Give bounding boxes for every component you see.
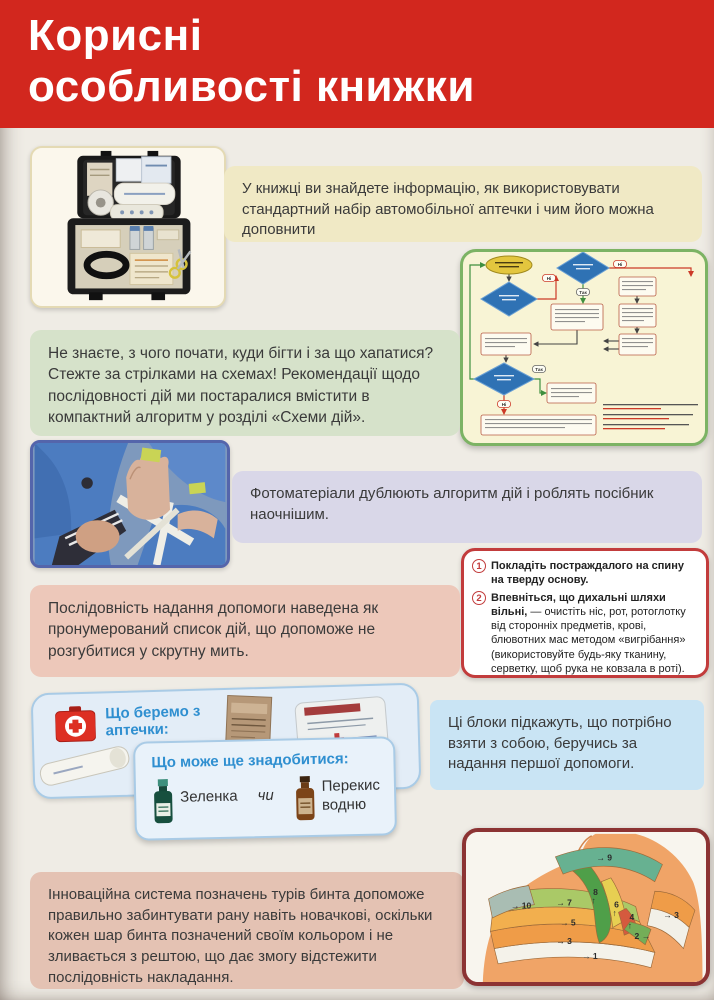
bandage-roll-image xyxy=(37,743,132,788)
page-title-line2: особливості книжки xyxy=(28,62,475,112)
band-label-4-arrow: ↑ xyxy=(627,920,633,931)
takeaway-extra-box-title: Що може ще знадобитися: xyxy=(151,750,349,772)
band-label-6-arrow: ↑ xyxy=(612,908,617,919)
first-aid-kit-illustration xyxy=(32,148,224,306)
band-label-10: → 10 xyxy=(510,900,532,911)
page-title xyxy=(0,0,714,113)
page-header xyxy=(0,0,714,128)
numbered-steps-example-box xyxy=(461,548,709,678)
note-photos xyxy=(232,471,702,543)
band-label-2: 2 → xyxy=(634,931,651,942)
band-label-4: 4 xyxy=(629,911,635,922)
peroxide-bottle-icon xyxy=(293,776,316,822)
note-numbered-steps xyxy=(30,585,460,677)
first-aid-kit-icon xyxy=(55,706,96,743)
step-bold-text: Покладіть постраждалого на спину на тверду основу. xyxy=(491,560,684,587)
band-label-3-right: → 3 xyxy=(663,909,679,920)
note-kit-intro-text: У книжці ви знайдете інформацію, як використовувати стандартний набір автомобільної аптечки і чим його можна доповнити xyxy=(242,180,654,239)
flowchart-no-label: Ні xyxy=(501,401,507,407)
flowchart-yes-label: Так xyxy=(535,366,543,372)
note-take-blocks xyxy=(430,700,704,790)
bandaging-photo xyxy=(30,440,230,568)
flowchart-no-label: Ні xyxy=(617,261,623,267)
note-bandage-colors xyxy=(30,872,464,989)
bandaging-illustration xyxy=(33,443,227,565)
step-text xyxy=(491,591,697,677)
band-label-3-left: → 3 xyxy=(556,935,572,946)
flowchart-illustration xyxy=(463,252,705,443)
step-bold-text: Впевніться, що дихальні шляхи вільні, xyxy=(491,591,666,618)
peroxide-label: Перекис водню xyxy=(321,776,381,814)
bandage-layers-illustration xyxy=(466,832,706,982)
note-kit-intro xyxy=(224,166,702,242)
takeaway-extra-box xyxy=(133,736,397,840)
step-item xyxy=(472,591,697,677)
band-label-6: 6 xyxy=(614,899,619,910)
band-label-7: → 7 xyxy=(556,897,572,908)
step-rest-text: — очистіть ніс, рот, ротоглотку від сторонніх предметів, крові, блювотних мас методом «вигрібання» (використовуйте будь-яку тканину, серветку, щоб рука не ковзала в роті). xyxy=(491,605,686,676)
band-label-5: → 5 xyxy=(559,917,576,928)
step-item xyxy=(472,559,697,588)
note-arrows-schemes xyxy=(30,330,460,436)
flowchart-no-label: Ні xyxy=(546,275,552,281)
flowchart-yes-label: Так xyxy=(579,289,587,295)
takeaway-extra-items xyxy=(152,775,385,826)
band-label-1: → 1 xyxy=(581,951,598,962)
first-aid-kit-photo xyxy=(30,146,226,308)
note-bandage-colors-text: Інноваційна система позначень турів бинта допоможе правильно забинтувати рану навіть новачкові, оскільки кожен шар бинта позначений своїм кольором і не зливається з рештою, що дає змогу відстежити послідовність накладання. xyxy=(48,886,433,986)
conjunction-label: чи xyxy=(257,786,274,805)
note-photos-text: Фотоматеріали дублюють алгоритм дій і роблять посібник наочнішим. xyxy=(250,485,654,523)
step-number-badge: 2 xyxy=(472,591,486,605)
zelenka-label: Зеленка xyxy=(179,787,238,806)
zelenka-bottle-icon xyxy=(152,779,175,825)
takeaway-box-title: Що беремо з аптечки: xyxy=(104,702,201,740)
step-text xyxy=(491,559,697,588)
note-arrows-schemes-text: Не знаєте, з чого почати, куди бігти і за що хапатися? Стежте за стрілками на схемах! Рекомендації щодо послідовності дій ми постаралися вмістити в компактний алгоритм у розділі «Схеми дій». xyxy=(48,345,434,427)
band-label-8-arrow: ↑ xyxy=(591,895,596,906)
note-numbered-steps-text: Послідовність надання допомоги наведена як пронумерований список дій, що допоможе не розгубитися у скрутну мить. xyxy=(48,600,379,660)
bandage-layers-diagram xyxy=(462,828,710,986)
page-title-line1: Корисні xyxy=(28,11,203,60)
note-take-blocks-text: Ці блоки підкажуть, що потрібно взяти з собою, беручись за надання першої допомоги. xyxy=(448,714,672,773)
flowchart-thumbnail xyxy=(460,249,708,446)
band-label-9: → 9 xyxy=(596,852,613,863)
band-label-8: 8 xyxy=(593,887,598,898)
step-number-badge: 1 xyxy=(472,559,486,573)
